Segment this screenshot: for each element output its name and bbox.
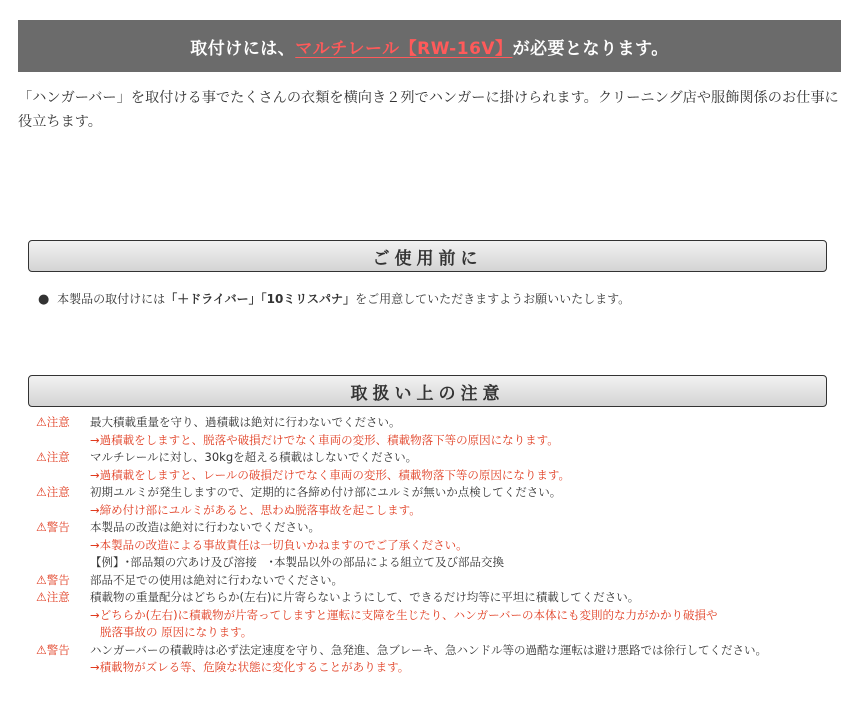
warning-triangle-icon: ⚠	[36, 520, 47, 534]
bullet-icon: ●	[38, 292, 50, 307]
section-heading-handling: 取扱い上の注意	[28, 375, 827, 407]
warning-triangle-icon: ⚠	[36, 485, 47, 499]
note-consequence: →過積載をしますと、脱落や破損だけでなく車両の変形、積載物落下等の原因になります。	[90, 432, 559, 447]
note-item	[36, 414, 846, 432]
note-tag: 注意	[46, 485, 70, 499]
note-consequence: →本製品の改造による事故責任は一切負いかねますのでご了承ください。	[90, 537, 468, 552]
note-tag: 警告	[46, 572, 70, 587]
note-consequence: →積載物がズレる等、危険な状態に変化することがあります。	[90, 660, 410, 674]
note-item	[36, 589, 846, 607]
note-tag: 注意	[46, 590, 70, 604]
note-tag: 注意	[46, 450, 70, 464]
multi-rail-link[interactable]: マルチレール【RW-16V】	[295, 38, 513, 59]
banner-prefix: 取付けには、	[190, 38, 296, 59]
warning-triangle-icon: ⚠	[36, 642, 47, 657]
tool-screwdriver: 「＋ドライバー」	[165, 292, 261, 306]
note-text: 最大積載重量を守り、過積載は絶対に行わないでください。	[90, 415, 401, 429]
section-heading-before-use: ご使用前に	[28, 240, 827, 272]
note-text: マルチレールに対し、30kgを超える積載はしないでください。	[90, 450, 418, 464]
note-text: 本製品の改造は絶対に行わないでください。	[90, 520, 320, 534]
note-text: 積載物の重量配分はどちらか(左右)に片寄らないようにして、できるだけ均等に平坦に積載してください。	[90, 590, 640, 604]
note-item	[36, 519, 846, 537]
note-tag: 警告	[46, 520, 70, 534]
note-item	[36, 484, 846, 502]
preparation-note	[38, 290, 630, 307]
note-consequence-continued: 脱落事故の 原因になります。	[100, 625, 253, 639]
tool-spanner: 「10ミリスパナ」	[260, 292, 356, 306]
note-consequence: →どちらか(左右)に積載物が片寄ってしますと運転に支障を生じたり、ハンガーバーの本体にも変則的な力がかかり破損や	[90, 607, 718, 622]
warning-triangle-icon: ⚠	[36, 450, 47, 464]
note-text: 部品不足での使用は絶対に行わないでください。	[90, 572, 343, 587]
note-item	[36, 642, 846, 660]
note-example: 【例】･部品類の穴あけ及び溶接 ･本製品以外の部品による組立て及び部品交換	[90, 555, 504, 569]
header-banner	[18, 20, 841, 72]
handling-notes-list	[36, 414, 846, 677]
intro-text: 「ハンガーバー」を取付ける事でたくさんの衣類を横向き２列でハンガーに掛けられます。クリーニング店や服飾関係のお仕事に役立ちます。	[18, 90, 839, 130]
warning-triangle-icon: ⚠	[36, 572, 47, 587]
banner-suffix: が必要となります。	[512, 38, 669, 59]
note-item	[36, 449, 846, 467]
warning-triangle-icon: ⚠	[36, 590, 47, 604]
note-consequence: →過積載をしますと、レールの破損だけでなく車両の変形、積載物落下等の原因になります。	[90, 467, 570, 482]
warning-triangle-icon: ⚠	[36, 415, 47, 429]
prep-pre: 本製品の取付けには	[57, 292, 166, 306]
note-consequence: →締め付け部にユルミがあると、思わぬ脱落事故を起こします。	[90, 502, 421, 517]
note-text: 初期ユルミが発生しますので、定期的に各締め付け部にユルミが無いか点検してください。	[90, 485, 562, 499]
note-tag: 注意	[46, 415, 70, 429]
note-item	[36, 572, 846, 590]
prep-post: をご用意していただきますようお願いいたします。	[355, 292, 631, 306]
note-tag: 警告	[46, 642, 70, 657]
note-text: ハンガーバーの積載時は必ず法定速度を守り、急発進、急ブレーキ、急ハンドル等の過酷な運転は避け悪路では徐行してください。	[90, 642, 767, 657]
